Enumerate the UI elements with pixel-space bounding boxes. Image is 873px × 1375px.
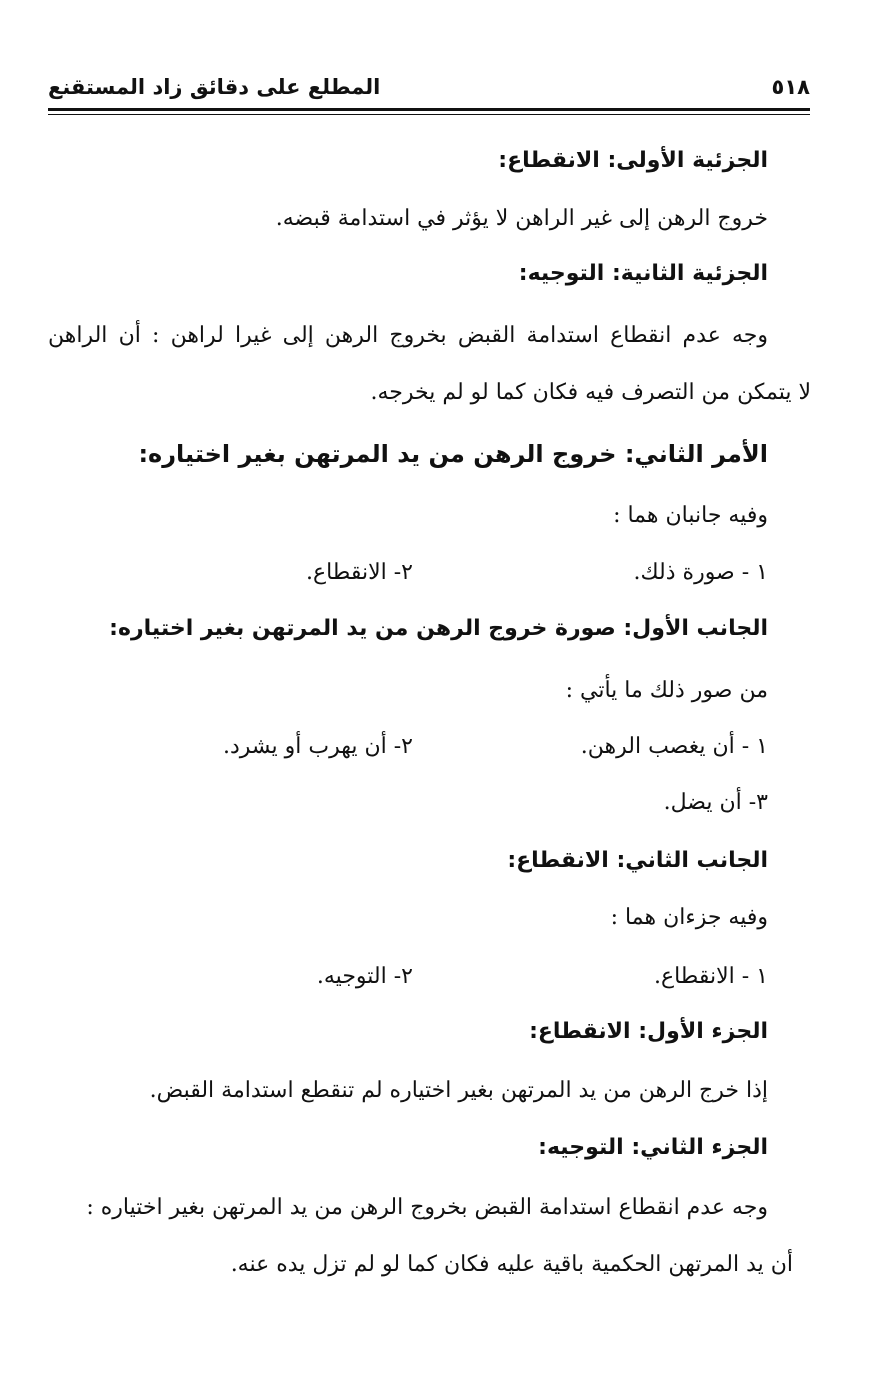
paragraph-line: وفيه جانبان هما :: [613, 503, 768, 528]
section-heading: الأمر الثاني: خروج الرهن من يد المرتهن بغير اختياره:: [138, 440, 768, 468]
list-item: ٢- الانقطاع.: [305, 560, 413, 585]
subheading-side1: الجانب الأول: صورة خروج الرهن من يد المرتهن بغير اختياره:: [109, 616, 768, 641]
header-rule-thin: [48, 114, 810, 115]
paragraph-line: وفيه جزءان هما :: [610, 905, 768, 930]
paragraph-line: من صور ذلك ما يأتي :: [565, 678, 768, 703]
paragraph-line: لا يتمكن من التصرف فيه فكان كما لو لم يخرجه.: [370, 380, 811, 405]
list-item: ٣- أن يضل.: [663, 790, 768, 815]
subheading-item2: الجزء الثاني: التوجيه:: [538, 1135, 768, 1160]
paragraph-line: أن يد المرتهن الحكمية باقية عليه فكان كما لو لم تزل يده عنه.: [230, 1252, 793, 1277]
list-item: ١ - الانقطاع.: [653, 964, 768, 989]
paragraph-line: وجه عدم انقطاع استدامة القبض بخروج الرهن من يد المرتهن بغير اختياره :: [86, 1195, 768, 1220]
list-item: ١ - صورة ذلك.: [633, 560, 768, 585]
subheading-side2: الجانب الثاني: الانقطاع:: [507, 848, 768, 873]
paragraph-line: وجه عدم انقطاع استدامة القبض بخروج الرهن إلى غيرا لراهن : أن الراهن: [48, 323, 768, 348]
list-item: ٢- أن يهرب أو يشرد.: [222, 734, 413, 759]
subheading-part1: الجزئية الأولى: الانقطاع:: [498, 148, 768, 173]
list-item: ٢- التوجيه.: [316, 964, 413, 989]
list-item: ١ - أن يغصب الرهن.: [580, 734, 768, 759]
paragraph-line: خروج الرهن إلى غير الراهن لا يؤثر في استدامة قبضه.: [275, 206, 768, 231]
paragraph-line: إذا خرج الرهن من يد المرتهن بغير اختياره لم تنقطع استدامة القبض.: [149, 1078, 768, 1103]
running-header: [48, 70, 810, 104]
header-rule-thick: [48, 108, 810, 111]
page-number: ٥١٨: [771, 75, 810, 99]
subheading-item1: الجزء الأول: الانقطاع:: [529, 1019, 768, 1044]
subheading-part2: الجزئية الثانية: التوجيه:: [518, 261, 768, 286]
book-title: المطلع على دقائق زاد المستقنع: [48, 75, 381, 99]
